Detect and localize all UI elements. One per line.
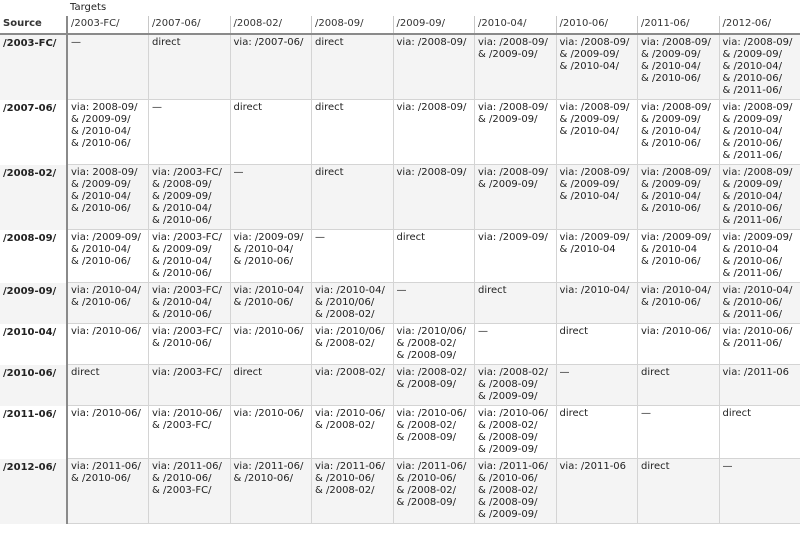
route-line: & /2010-04/ — [559, 61, 619, 72]
route-line: & /2010-04 — [641, 244, 698, 255]
route-line: via: /2009-09/ — [233, 232, 304, 243]
route-line: via: /2008-02/ — [478, 367, 548, 378]
route-cell — [312, 406, 394, 459]
table-row — [0, 365, 800, 406]
route-line: via: /2010-06/ — [396, 408, 467, 419]
route-line: & /2010-06/ — [641, 138, 701, 149]
route-cell — [67, 283, 149, 324]
route-cell — [638, 165, 720, 230]
route-line: & /2010-04/ — [722, 61, 782, 72]
source-cell: /2009-09/ — [0, 283, 67, 324]
matrix-body — [0, 34, 800, 524]
route-line: via: /2008-09/ — [559, 167, 630, 178]
table-row — [0, 165, 800, 230]
route-cell — [475, 34, 557, 100]
route-line: via: /2009-09/ — [478, 232, 548, 243]
route-line: via: /2010-06/ — [233, 326, 304, 337]
target-column-header: /2009-09/ — [393, 16, 475, 34]
route-line: & /2010-06/ — [722, 297, 782, 308]
target-column-header: /2012-06/ — [719, 16, 800, 34]
route-line: & /2009-09/ — [478, 179, 538, 190]
route-line: via: /2007-06/ — [233, 37, 304, 48]
route-line: & /2010-04/ — [71, 126, 131, 137]
route-line: via: 2008-09/ — [71, 167, 138, 178]
route-cell — [67, 459, 149, 524]
route-line: via: /2008-09/ — [478, 37, 548, 48]
route-line: & /2008-02/ — [396, 485, 456, 496]
route-line: via: /2011-06/ — [71, 461, 141, 472]
route-cell — [393, 283, 475, 324]
route-line: & /2010-06/ — [641, 256, 701, 267]
route-line: & /2008-02/ — [315, 485, 375, 496]
route-line: & /2010-04/ — [641, 126, 701, 137]
route-line: via: /2008-09/ — [559, 102, 630, 113]
source-cell: /2008-09/ — [0, 230, 67, 283]
route-line: via: /2009-09/ — [71, 232, 141, 243]
route-line: & /2011-06/ — [722, 215, 782, 226]
route-cell — [719, 34, 800, 100]
target-column-header: /2003-FC/ — [67, 16, 149, 34]
route-line: via: /2003-FC/ — [152, 367, 222, 378]
route-line: & /2009-09/ — [559, 114, 619, 125]
route-line: & /2009-09/ — [478, 114, 538, 125]
route-cell — [149, 283, 231, 324]
route-line: & /2010-04/ — [641, 191, 701, 202]
source-cell: /2011-06/ — [0, 406, 67, 459]
source-cell: /2010-04/ — [0, 324, 67, 365]
route-line: & /2011-06/ — [722, 268, 782, 279]
route-line: & /2010-04/ — [233, 244, 293, 255]
route-cell — [67, 406, 149, 459]
route-line: direct — [396, 232, 426, 243]
route-line: & /2010-04/ — [722, 191, 782, 202]
route-line: & /2008-09/ — [396, 379, 456, 390]
route-line: & /2009-09/ — [722, 114, 782, 125]
route-cell — [638, 283, 720, 324]
route-line: & /2008-02/ — [478, 420, 538, 431]
route-line: direct — [233, 367, 263, 378]
route-cell — [149, 365, 231, 406]
route-line: via: /2011-06/ — [152, 461, 222, 472]
target-column-header: /2008-02/ — [230, 16, 312, 34]
route-cell — [638, 459, 720, 524]
route-line: & /2009-09/ — [641, 49, 701, 60]
route-line: & /2008-02/ — [315, 309, 375, 320]
route-line: direct — [722, 408, 752, 419]
route-line: & /2009-09/ — [152, 191, 212, 202]
route-line: & /2009-09/ — [559, 49, 619, 60]
route-cell — [638, 230, 720, 283]
route-cell — [393, 324, 475, 365]
route-cell — [230, 100, 312, 165]
table-row — [0, 324, 800, 365]
route-line: via: /2011-06/ — [315, 461, 385, 472]
route-line: direct — [152, 37, 181, 48]
route-cell — [312, 459, 394, 524]
route-cell — [638, 365, 720, 406]
route-line: direct — [233, 102, 263, 113]
route-cell — [719, 165, 800, 230]
route-line: via: /2010-06/ — [315, 408, 385, 419]
route-line: & /2010-06/ — [641, 73, 701, 84]
route-line: — — [315, 232, 325, 243]
route-cell — [312, 34, 394, 100]
route-line: & /2009-09/ — [641, 114, 701, 125]
route-line: via: /2010/06/ — [315, 326, 385, 337]
route-cell — [149, 100, 231, 165]
route-cell — [67, 230, 149, 283]
route-cell — [67, 165, 149, 230]
route-cell — [67, 34, 149, 100]
route-line: & /2010-06/ — [722, 256, 782, 267]
route-cell — [475, 283, 557, 324]
route-line: & /2008-02/ — [396, 420, 456, 431]
route-line: & /2010-06/ — [71, 138, 131, 149]
route-line: & /2010-06/ — [152, 268, 212, 279]
route-line: via: /2010/06/ — [396, 326, 467, 337]
route-line: via: /2008-09/ — [722, 167, 793, 178]
route-line: & /2010-04/ — [71, 191, 131, 202]
route-cell — [393, 230, 475, 283]
route-line: via: /2003-FC/ — [152, 285, 222, 296]
route-line: via: /2003-FC/ — [152, 167, 222, 178]
route-cell — [475, 324, 557, 365]
route-line: & /2008-09/ — [396, 432, 456, 443]
route-line: via: 2008-09/ — [71, 102, 138, 113]
route-line: via: /2008-09/ — [396, 37, 467, 48]
route-line: — — [71, 37, 81, 48]
route-line: via: /2009-09/ — [559, 232, 630, 243]
route-line: & /2010-06/ — [641, 203, 701, 214]
route-line: direct — [315, 102, 344, 113]
route-cell — [312, 324, 394, 365]
route-line: & /2010-04/ — [559, 191, 619, 202]
route-line: via: /2011-06/ — [478, 461, 548, 472]
route-cell — [556, 100, 638, 165]
table-row — [0, 100, 800, 165]
route-line: via: /2010-06/ — [71, 408, 141, 419]
route-line: & /2003-FC/ — [152, 420, 212, 431]
route-line: via: /2008-09/ — [722, 37, 793, 48]
route-line: — — [233, 167, 244, 178]
route-line: & /2010-04/ — [152, 256, 212, 267]
route-line: & /2010-06/ — [233, 297, 293, 308]
route-line: via: /2003-FC/ — [152, 232, 222, 243]
route-cell — [67, 365, 149, 406]
target-column-header: /2011-06/ — [638, 16, 720, 34]
route-line: via: /2003-FC/ — [152, 326, 222, 337]
route-cell — [393, 165, 475, 230]
route-cell — [556, 230, 638, 283]
route-cell — [719, 459, 800, 524]
route-line: & /2009-09/ — [722, 49, 782, 60]
route-line: & /2008-09/ — [152, 179, 212, 190]
route-cell — [393, 34, 475, 100]
route-line: & /2010-04/ — [722, 126, 782, 137]
route-cell — [719, 365, 800, 406]
source-cell: /2012-06/ — [0, 459, 67, 524]
route-cell — [67, 324, 149, 365]
route-line: & /2008-02/ — [478, 485, 538, 496]
route-line: & /2009-09/ — [152, 244, 212, 255]
route-cell — [638, 34, 720, 100]
route-cell — [393, 365, 475, 406]
route-line: via: /2008-09/ — [641, 167, 711, 178]
route-line: — — [559, 367, 570, 378]
route-line: & /2009-09/ — [559, 179, 619, 190]
route-line: & /2010-06/ — [722, 138, 782, 149]
route-line: via: /2008-09/ — [722, 102, 793, 113]
route-cell — [556, 283, 638, 324]
route-line: & /2008-09/ — [396, 497, 456, 508]
route-line: & /2009-09/ — [478, 509, 538, 520]
route-line: — — [641, 408, 651, 419]
source-cell: /2010-06/ — [0, 365, 67, 406]
route-line: & /2008-02/ — [315, 420, 375, 431]
route-line: direct — [559, 408, 589, 419]
route-line: & /2010-06/ — [722, 203, 782, 214]
route-cell — [230, 459, 312, 524]
route-line: via: /2010-06/ — [641, 326, 711, 337]
route-cell — [475, 165, 557, 230]
route-line: via: /2008-02/ — [396, 367, 467, 378]
route-line: & /2010-06/ — [233, 473, 293, 484]
route-line: via: /2010-06/ — [233, 408, 304, 419]
route-line: & /2009-09/ — [71, 114, 131, 125]
route-line: & /2010-06/ — [71, 297, 131, 308]
route-line: via: /2008-09/ — [396, 167, 467, 178]
route-line: & /2010-06/ — [152, 473, 212, 484]
route-line: via: /2011-06 — [722, 367, 790, 378]
route-line: & /2010-06/ — [641, 297, 701, 308]
route-line: & /2010-06/ — [396, 473, 456, 484]
route-line: & /2010-04 — [722, 244, 779, 255]
route-cell — [475, 365, 557, 406]
route-line: via: /2010-04/ — [233, 285, 304, 296]
route-cell — [393, 459, 475, 524]
route-line: & /2010-04/ — [152, 297, 212, 308]
route-line: via: /2008-09/ — [641, 37, 711, 48]
route-line: via: /2011-06/ — [233, 461, 304, 472]
route-line: & /2010-04 — [559, 244, 616, 255]
route-line: via: /2008-09/ — [641, 102, 711, 113]
route-cell — [312, 165, 394, 230]
route-line: & /2009-09/ — [478, 49, 538, 60]
route-cell — [719, 230, 800, 283]
route-cell — [556, 165, 638, 230]
route-line: & /2010/06/ — [315, 297, 375, 308]
route-line: — — [152, 102, 162, 113]
table-row — [0, 34, 800, 100]
route-line: & /2010-06/ — [71, 203, 131, 214]
table-row — [0, 459, 800, 524]
route-line: & /2010-04/ — [559, 126, 619, 137]
source-cell: /2003-FC/ — [0, 34, 67, 100]
route-cell — [475, 406, 557, 459]
route-line: & /2008-09/ — [478, 379, 538, 390]
route-cell — [149, 34, 231, 100]
route-cell — [230, 365, 312, 406]
route-cell — [149, 459, 231, 524]
route-cell — [312, 230, 394, 283]
route-cell — [556, 365, 638, 406]
route-cell — [393, 100, 475, 165]
route-cell — [149, 324, 231, 365]
route-line: direct — [71, 367, 100, 378]
route-line: via: /2010-04/ — [559, 285, 630, 296]
route-line: — — [396, 285, 407, 296]
route-line: via: /2010-04/ — [71, 285, 141, 296]
route-cell — [638, 100, 720, 165]
source-cell: /2008-02/ — [0, 165, 67, 230]
route-cell — [556, 34, 638, 100]
route-cell — [719, 283, 800, 324]
target-column-header: /2010-06/ — [556, 16, 638, 34]
route-line: & /2009-09/ — [478, 444, 538, 455]
route-cell — [230, 165, 312, 230]
route-line: via: /2010-06/ — [71, 326, 141, 337]
route-line: & /2011-06/ — [722, 85, 782, 96]
route-cell — [556, 324, 638, 365]
route-line: & /2010-06/ — [233, 256, 293, 267]
column-header-row — [0, 16, 800, 34]
route-line: & /2008-09/ — [478, 432, 538, 443]
route-line: via: /2008-02/ — [315, 367, 385, 378]
route-line: via: /2011-06 — [559, 461, 627, 472]
route-line: via: /2009-09/ — [722, 232, 793, 243]
route-line: & /2009-09/ — [478, 391, 538, 402]
route-line: via: /2010-06/ — [722, 326, 793, 337]
route-line: via: /2008-09/ — [478, 102, 548, 113]
route-line: & /2008-09/ — [478, 497, 538, 508]
route-line: via: /2010-04/ — [722, 285, 793, 296]
route-line: via: /2008-09/ — [559, 37, 630, 48]
route-line: & /2010-06/ — [478, 473, 538, 484]
route-cell — [475, 459, 557, 524]
targets-label: Targets — [70, 2, 107, 13]
route-line: & /2009-09/ — [641, 179, 701, 190]
target-column-header: /2010-04/ — [475, 16, 557, 34]
route-line: — — [722, 461, 733, 472]
route-line: & /2003-FC/ — [152, 485, 212, 496]
route-line: via: /2010-06/ — [478, 408, 548, 419]
route-line: & /2011-06/ — [722, 150, 782, 161]
route-cell — [149, 165, 231, 230]
route-line: & /2009-09/ — [722, 179, 782, 190]
route-cell — [312, 283, 394, 324]
route-line: & /2010-06/ — [315, 473, 375, 484]
route-line: direct — [641, 367, 670, 378]
route-cell — [638, 324, 720, 365]
route-line: via: /2009-09/ — [641, 232, 711, 243]
route-cell — [230, 283, 312, 324]
route-cell — [67, 100, 149, 165]
route-line: & /2011-06/ — [722, 309, 782, 320]
route-line: & /2008-02/ — [396, 338, 456, 349]
route-line: & /2011-06/ — [722, 338, 782, 349]
route-line: & /2008-02/ — [315, 338, 375, 349]
source-cell: /2007-06/ — [0, 100, 67, 165]
route-line: direct — [315, 167, 344, 178]
route-line: direct — [559, 326, 589, 337]
route-line: & /2010-06/ — [152, 338, 212, 349]
route-line: via: /2010-04/ — [315, 285, 385, 296]
route-line: & /2010-04/ — [71, 244, 131, 255]
route-line: & /2010-04/ — [152, 203, 212, 214]
route-cell — [556, 406, 638, 459]
route-line: via: /2008-09/ — [478, 167, 548, 178]
source-header: Source — [0, 16, 67, 34]
route-cell — [719, 406, 800, 459]
table-row — [0, 406, 800, 459]
route-cell — [719, 324, 800, 365]
route-line: & /2008-09/ — [396, 350, 456, 361]
route-cell — [475, 230, 557, 283]
corner-cell — [0, 0, 67, 16]
route-line: direct — [478, 285, 507, 296]
route-line: — — [478, 326, 488, 337]
targets-header-row — [0, 0, 800, 16]
route-line: & /2010-06/ — [722, 73, 782, 84]
route-line: & /2010-06/ — [71, 256, 131, 267]
target-column-header: /2008-09/ — [312, 16, 394, 34]
route-cell — [149, 406, 231, 459]
route-cell — [556, 459, 638, 524]
route-cell — [312, 100, 394, 165]
route-line: direct — [315, 37, 344, 48]
route-line: via: /2010-06/ — [152, 408, 222, 419]
route-line: via: /2011-06/ — [396, 461, 467, 472]
route-cell — [230, 230, 312, 283]
route-line: & /2010-06/ — [152, 215, 212, 226]
route-cell — [230, 34, 312, 100]
route-line: & /2010-04/ — [641, 61, 701, 72]
target-column-header: /2007-06/ — [149, 16, 231, 34]
route-cell — [475, 100, 557, 165]
route-cell — [719, 100, 800, 165]
route-line: direct — [641, 461, 670, 472]
route-line: via: /2008-09/ — [396, 102, 467, 113]
route-line: & /2010-06/ — [71, 473, 131, 484]
route-line: & /2009-09/ — [71, 179, 131, 190]
route-cell — [230, 324, 312, 365]
route-cell — [149, 230, 231, 283]
table-row — [0, 230, 800, 283]
route-cell — [638, 406, 720, 459]
route-cell — [393, 406, 475, 459]
route-cell — [312, 365, 394, 406]
route-cell — [230, 406, 312, 459]
route-line: & /2010-06/ — [152, 309, 212, 320]
route-line: via: /2010-04/ — [641, 285, 711, 296]
table-row — [0, 283, 800, 324]
